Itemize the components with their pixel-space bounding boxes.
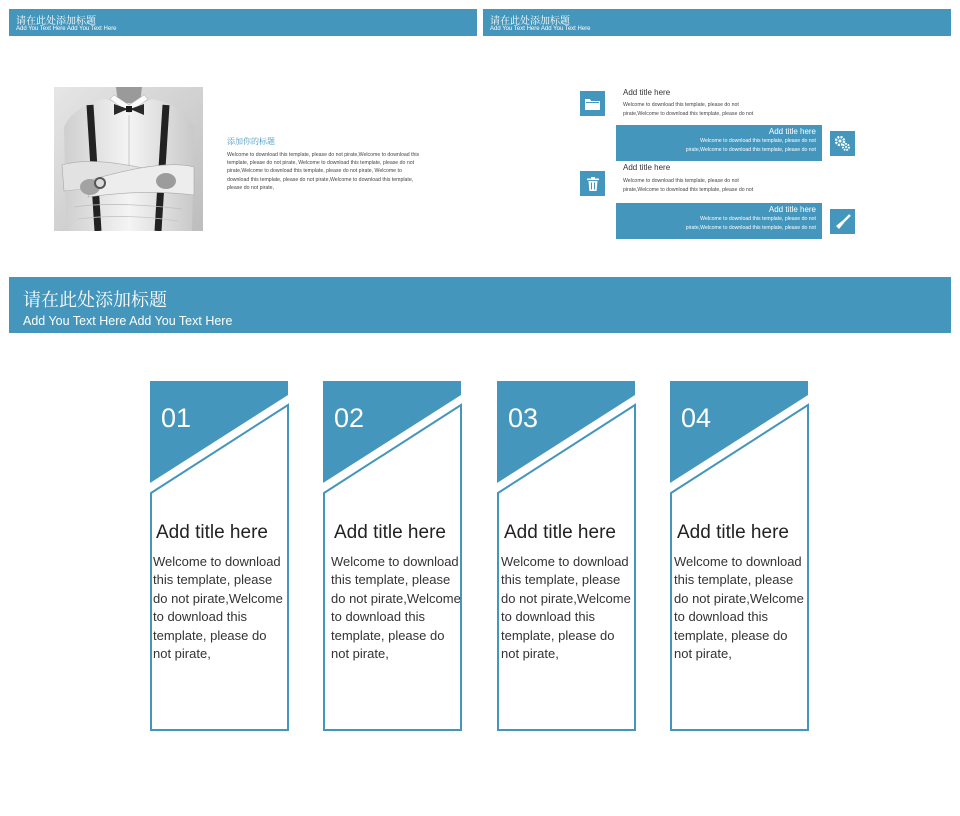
item-2-bar bbox=[616, 125, 822, 161]
item-2-line1: Welcome to download this template, please do not bbox=[700, 138, 816, 144]
card-4 bbox=[670, 381, 809, 731]
slide2-banner-subtitle: Add You Text Here Add You Text Here bbox=[490, 26, 591, 32]
item-2-title: Add title here bbox=[768, 127, 816, 136]
slide2-banner bbox=[483, 9, 951, 36]
item-4-line2: pirate,Welcome to download this template, please do not bbox=[685, 225, 816, 231]
slide3-banner-subtitle: Add You Text Here Add You Text Here bbox=[23, 314, 233, 328]
item-1-title: Add title here bbox=[623, 88, 671, 97]
card-3-number: 03 bbox=[508, 403, 539, 433]
item-4-line1: Welcome to download this template, please do not bbox=[700, 216, 816, 222]
slide1-banner-subtitle: Add You Text Here Add You Text Here bbox=[16, 26, 117, 32]
item-3-line2: pirate,Welcome to download this template, please do not bbox=[623, 187, 754, 193]
slide1-banner-title: 请在此处添加标题 bbox=[16, 16, 96, 27]
item-1-line2: pirate,Welcome to download this template, please do not bbox=[623, 111, 754, 117]
item-1-body bbox=[623, 101, 795, 119]
item-2-line2: pirate,Welcome to download this template, please do not bbox=[685, 147, 816, 153]
man-suspenders-photo bbox=[54, 87, 203, 231]
trash-icon bbox=[580, 171, 605, 196]
item-1-line1: Welcome to download this template, please do not bbox=[623, 102, 739, 108]
card-1-title: Add title here bbox=[156, 522, 268, 543]
card-3 bbox=[497, 381, 636, 731]
card-2-number: 02 bbox=[334, 403, 365, 433]
card-3-title: Add title here bbox=[504, 522, 616, 543]
slide1-heading: 添加你的标题 bbox=[227, 137, 275, 146]
slide3-banner-title: 请在此处添加标题 bbox=[23, 290, 167, 310]
card-1 bbox=[150, 381, 289, 731]
card-4-body: Welcome to download this template, please do not pirate,Welcome to download this template, please do not pirate, bbox=[674, 554, 804, 662]
slide1-banner bbox=[9, 9, 477, 36]
card-1-body: Welcome to download this template, please do not pirate,Welcome to download this template, please do not pirate, bbox=[153, 554, 283, 662]
gears-icon bbox=[830, 131, 855, 156]
card-2 bbox=[323, 381, 462, 731]
card-3-body: Welcome to download this template, please do not pirate,Welcome to download this template, please do not pirate, bbox=[501, 554, 631, 662]
card-1-number: 01 bbox=[161, 403, 192, 433]
item-3-title: Add title here bbox=[623, 163, 671, 172]
brush-icon bbox=[830, 209, 855, 234]
item-4-title: Add title here bbox=[768, 205, 816, 214]
slide2-banner-title: 请在此处添加标题 bbox=[490, 16, 570, 27]
card-4-title: Add title here bbox=[677, 522, 789, 543]
item-4-bar bbox=[616, 203, 822, 239]
folder-icon bbox=[580, 91, 605, 116]
item-3-body bbox=[623, 177, 795, 195]
slide1-body-text: Welcome to download this template, please do not pirate,Welcome to download this template, please do not pirate, Welcome to download this template, please do not pirate,Welcome to download this template, please do not pirate, Welcome to download this template, please do not pirate,Welcome to download this template, please do not pirate, bbox=[227, 152, 420, 191]
item-3-line1: Welcome to download this template, please do not bbox=[623, 178, 739, 184]
card-2-title: Add title here bbox=[334, 522, 446, 543]
card-4-number: 04 bbox=[681, 403, 712, 433]
slide3-banner bbox=[9, 277, 951, 333]
card-2-body: Welcome to download this template, please do not pirate,Welcome to download this template, please do not pirate, bbox=[331, 554, 461, 662]
